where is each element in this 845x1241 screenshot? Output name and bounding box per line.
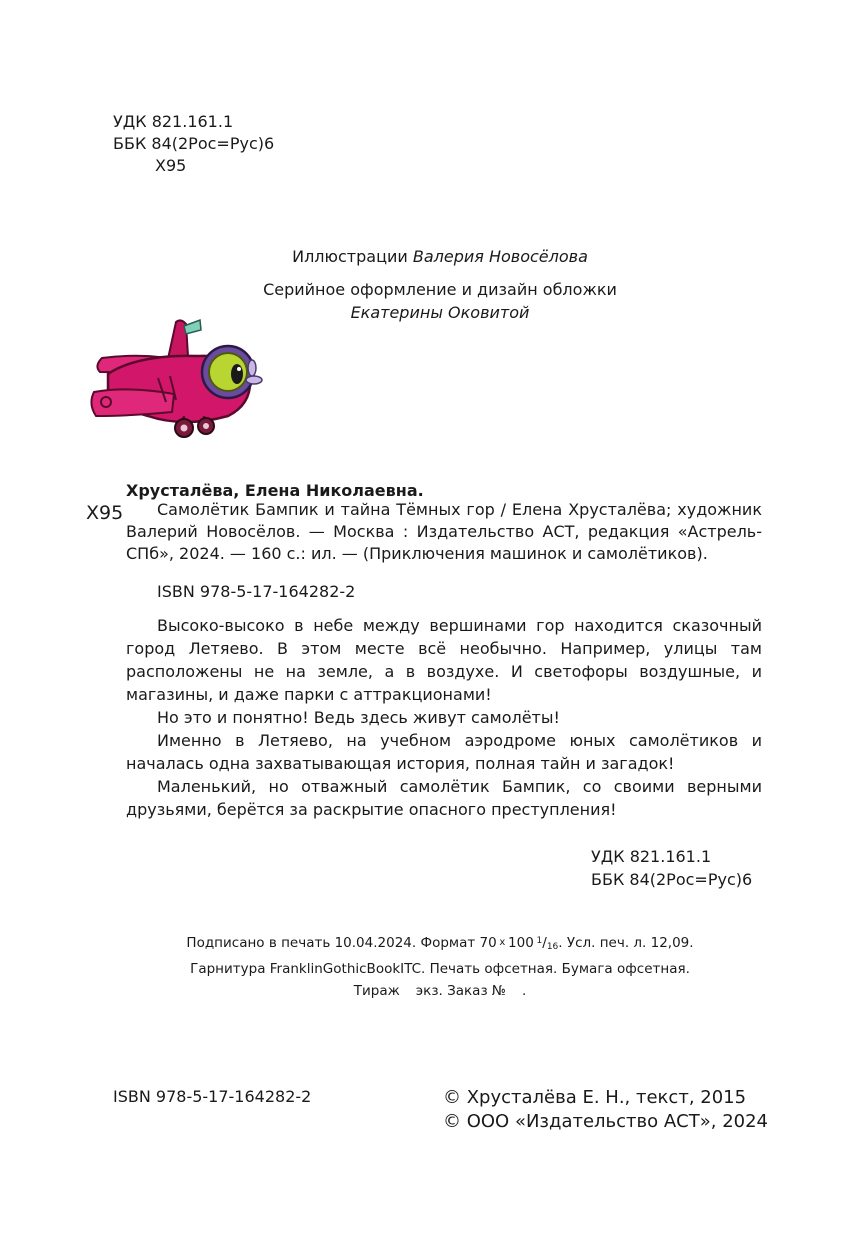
imprint-line-3 [120,980,760,1002]
abstract-paragraph: Именно в Летяево, на учебном аэродроме юных самолётиков и началась одна захватывающая история, полная тайн и загадок! [126,731,762,773]
author-mark-left: Х95 [86,502,124,524]
design-line: Серийное оформление и дизайн обложки [263,280,617,299]
copyright-block [443,1086,768,1134]
format-denominator: 16 [546,942,559,952]
bbk-code: ББК 84(2Рос=Рус)6 [113,134,275,153]
copyright-text: © Хрусталёва Е. Н., текст, 2015 [443,1087,747,1108]
abstract-paragraph: Маленький, но отважный самолётик Бампик, со своими верными друзьями, берётся за раскрытие опасного преступления! [126,777,762,819]
order-label: экз. Заказ № [415,983,506,999]
classification-codes-top [113,111,274,177]
book-abstract [126,614,762,821]
illustrator-name: Валерия Новосёлова [412,247,588,266]
designer-name: Екатерины Оковитой [350,303,530,322]
format-numerator: 1 [536,936,543,946]
bibliographic-description [126,499,762,565]
bbk-code: ББК 84(2Рос=Рус)6 [591,870,753,889]
abstract-paragraph: Но это и понятно! Ведь здесь живут самолёты! [157,708,560,727]
udk-code: УДК 821.161.1 [113,112,234,131]
imprint-sheets: . Усл. печ. л. 12,09. [558,935,694,951]
illustrations-prefix: Иллюстрации [292,247,408,266]
author-heading: Хрусталёва, Елена Николаевна. [126,481,424,500]
description-text: Самолётик Бампик и тайна Тёмных гор / Елена Хрусталёва; художник Валерий Новосёлов. — Москва : Издательство АСТ, редакция «Астрель-СПб», 2024. — 160 с.: ил. — (Приключения машинок и самолётиков). [126,500,762,563]
abstract-paragraph: Высоко-высоко в небе между вершинами гор находится сказочный город Летяево. В этом месте всё необычно. Например, улицы там расположены не на земле, а в воздухе. И светофоры воздушные, и магазины, и даже парки с аттракционами! [126,616,762,704]
isbn-catalog: ISBN 978-5-17-164282-2 [157,582,356,601]
imprint-line-2: Гарнитура FranklinGothicBookITC. Печать офсетная. Бумага офсетная. [190,961,690,977]
imprint-line-1: Подписано в печать 10.04.2024. Формат 70 x 100 $^1/_{16}$. Усл. печ. л. 12,09. [186,935,694,952]
classification-codes-right [591,845,752,891]
order-end: . [521,983,527,999]
format-value: 100 [508,935,534,951]
print-imprint [120,930,760,1002]
udk-code: УДК 821.161.1 [591,847,712,866]
copyright-publisher: © ООО «Издательство АСТ», 2024 [443,1111,769,1132]
illustrator-credit [180,245,700,268]
print-run-label: Тираж [353,983,400,999]
pink-airplane-icon [88,316,272,442]
author-mark: Х95 [155,156,187,175]
isbn-bottom: ISBN 978-5-17-164282-2 [113,1087,312,1106]
imprint-signed: Подписано в печать 10.04.2024. Формат 70 [186,935,497,951]
format-x: x [499,937,506,948]
